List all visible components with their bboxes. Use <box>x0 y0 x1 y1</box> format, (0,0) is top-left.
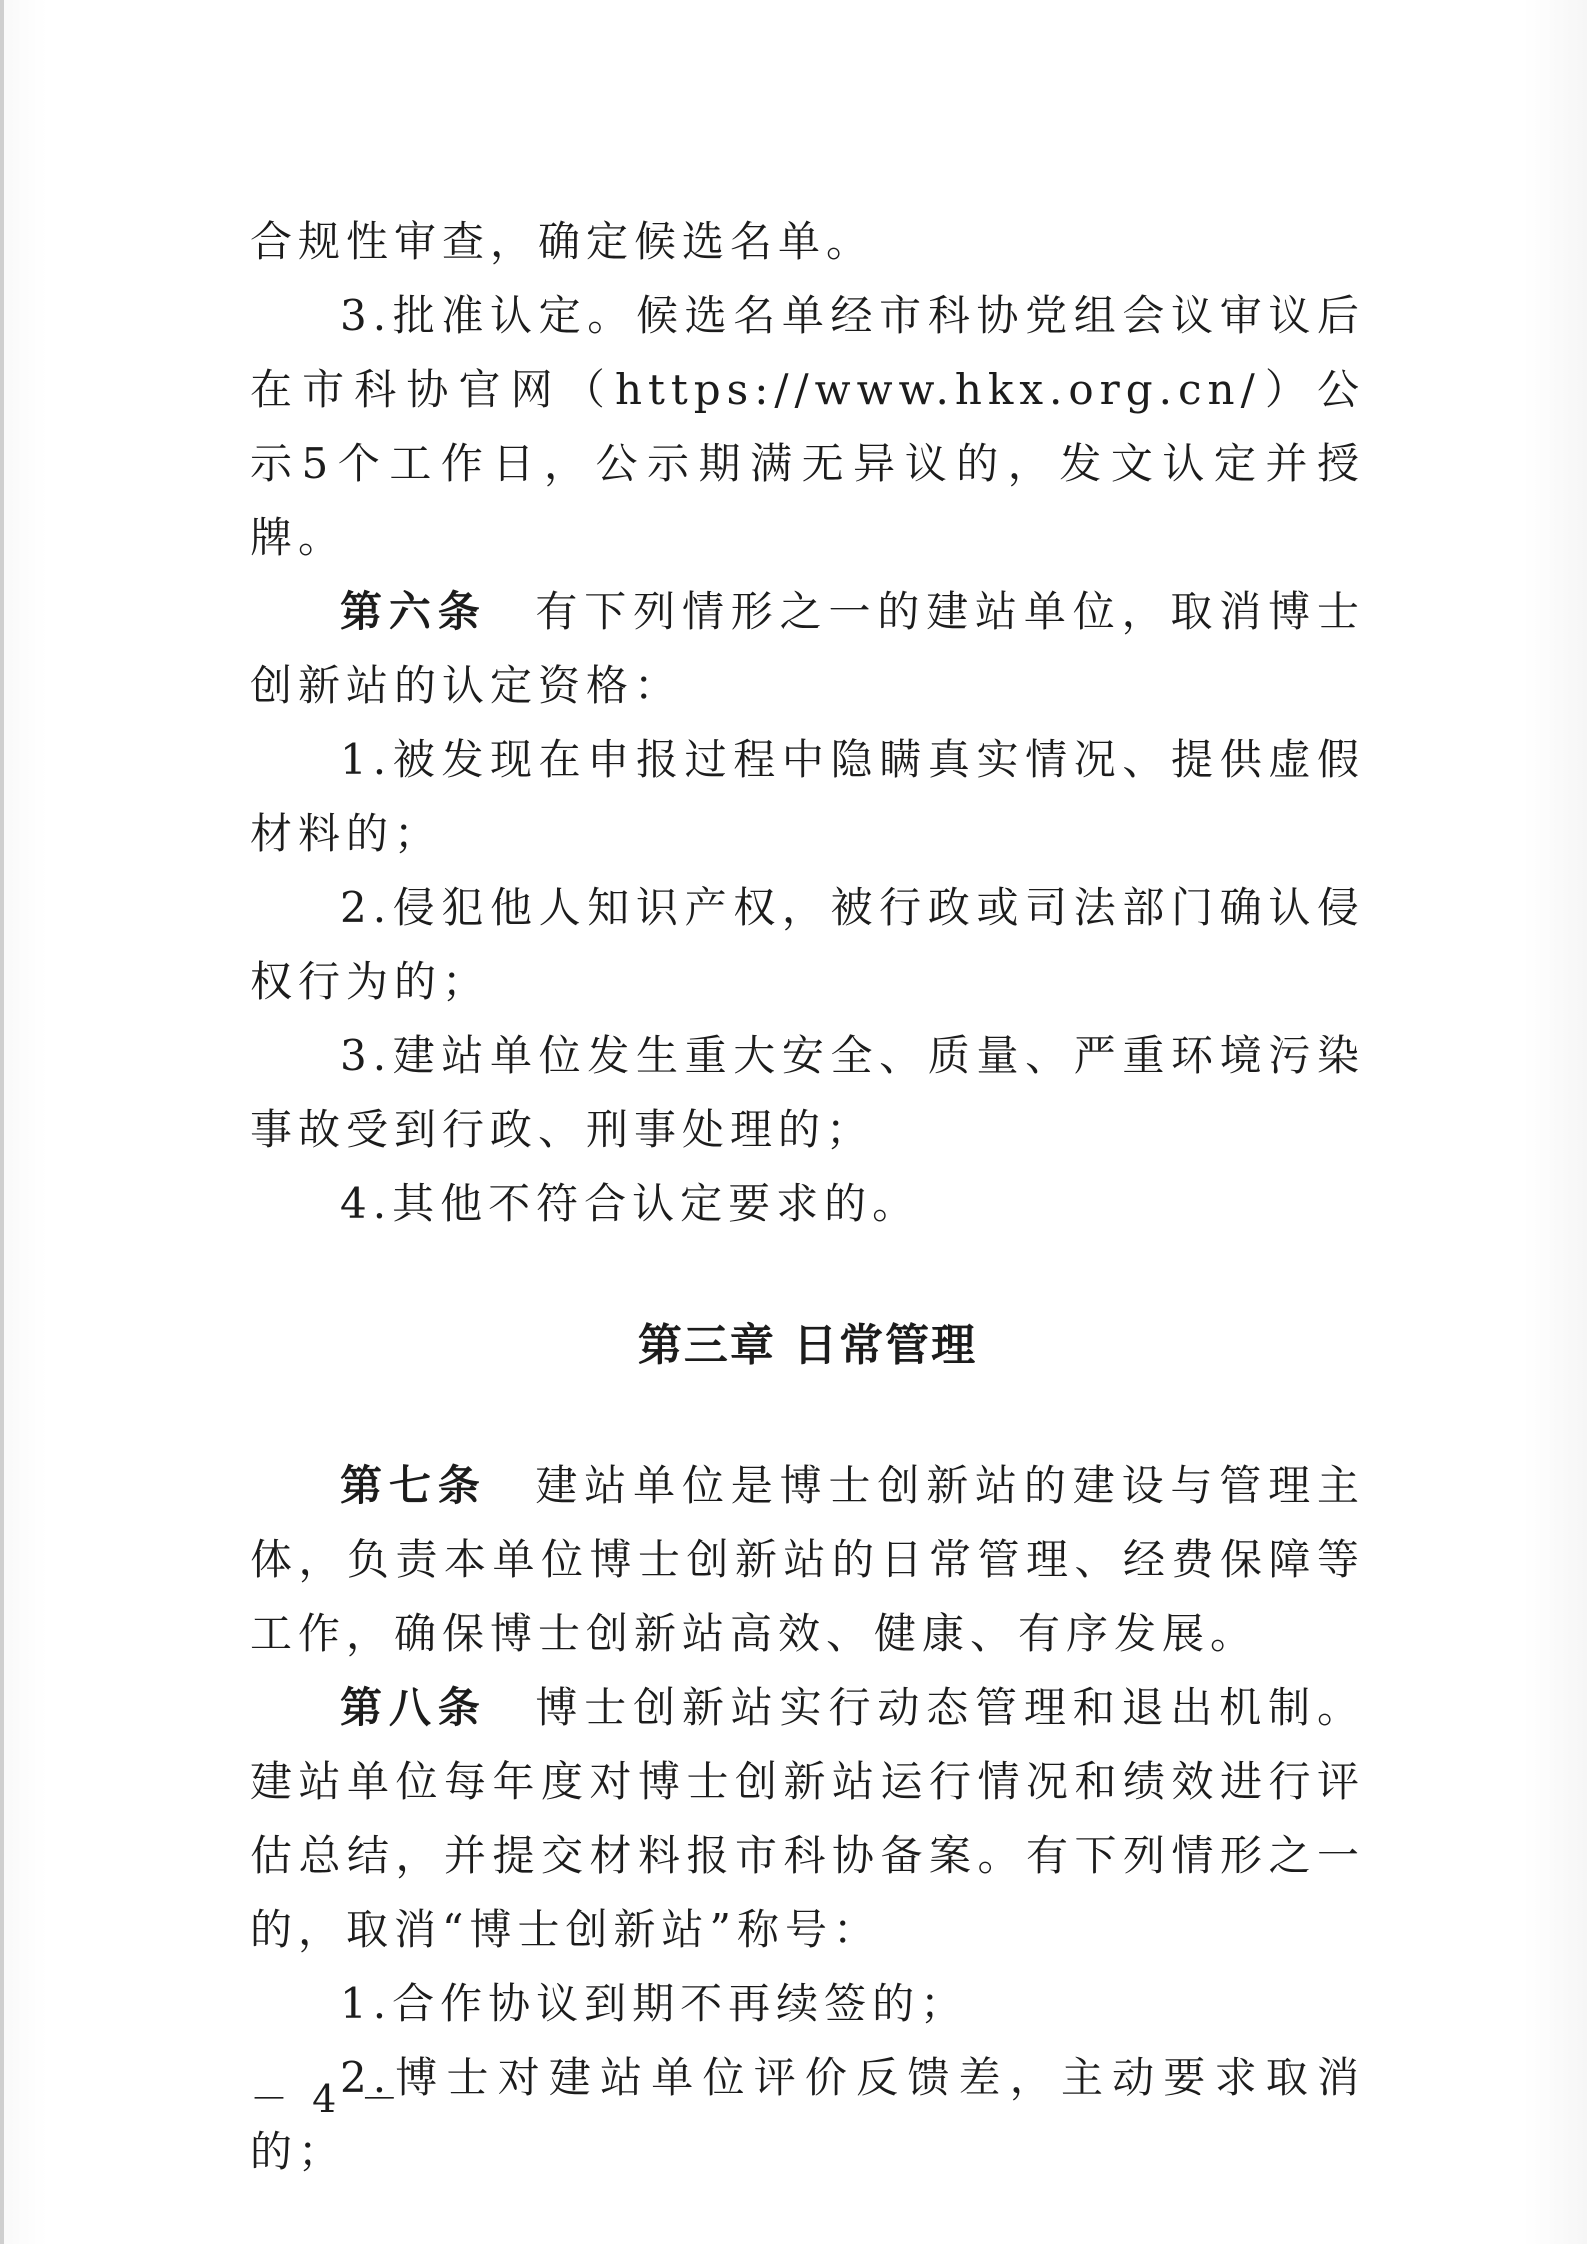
page-number: － 4 － <box>250 2077 405 2121</box>
article-8 <box>250 1671 1365 1967</box>
article-7-label: 第七条 <box>340 1461 487 1510</box>
paragraph-review: 合规性审查，确定候选名单。 <box>250 217 875 266</box>
article-6-item-3: 3.建站单位发生重大安全、质量、严重环境污染事故受到行政、刑事处理的； <box>250 1031 1365 1154</box>
article-7-text: 建站单位是博士创新站的建设与管理主体，负责本单位博士创新站的日常管理、经费保障等工作，确保博士创新站高效、健康、有序发展。 <box>250 1461 1365 1658</box>
article-7 <box>250 1449 1365 1671</box>
scan-edge <box>0 0 4 2244</box>
article-6-item-2: 2.侵犯他人知识产权，被行政或司法部门确认侵权行为的； <box>250 883 1365 1006</box>
article-6-text: 有下列情形之一的建站单位，取消博士创新站的认定资格： <box>250 587 1365 710</box>
article-8-item-1: 1.合作协议到期不再续签的； <box>340 1979 969 2028</box>
article-6-label: 第六条 <box>340 587 487 636</box>
paragraph-approval: 3.批准认定。候选名单经市科协党组会议审议后在市科协官网（https://www.hkx.org.cn/）公示5个工作日，公示期满无异议的，发文认定并授牌。 <box>250 291 1365 562</box>
article-6 <box>250 575 1365 723</box>
chapter-title: 第三章 日常管理 <box>637 1320 978 1371</box>
article-6-item-1: 1.被发现在申报过程中隐瞒真实情况、提供虚假材料的； <box>250 735 1365 858</box>
article-8-item-2: 2.博士对建站单位评价反馈差，主动要求取消的； <box>250 2053 1365 2176</box>
document-body <box>250 205 1365 2189</box>
article-8-text: 博士创新站实行动态管理和退出机制。建站单位每年度对博士创新站运行情况和绩效进行评估总结，并提交材料报市科协备案。有下列情形之一的，取消“博士创新站”称号： <box>250 1683 1365 1954</box>
article-8-label: 第八条 <box>340 1683 487 1732</box>
article-6-item-4: 4.其他不符合认定要求的。 <box>340 1179 921 1228</box>
